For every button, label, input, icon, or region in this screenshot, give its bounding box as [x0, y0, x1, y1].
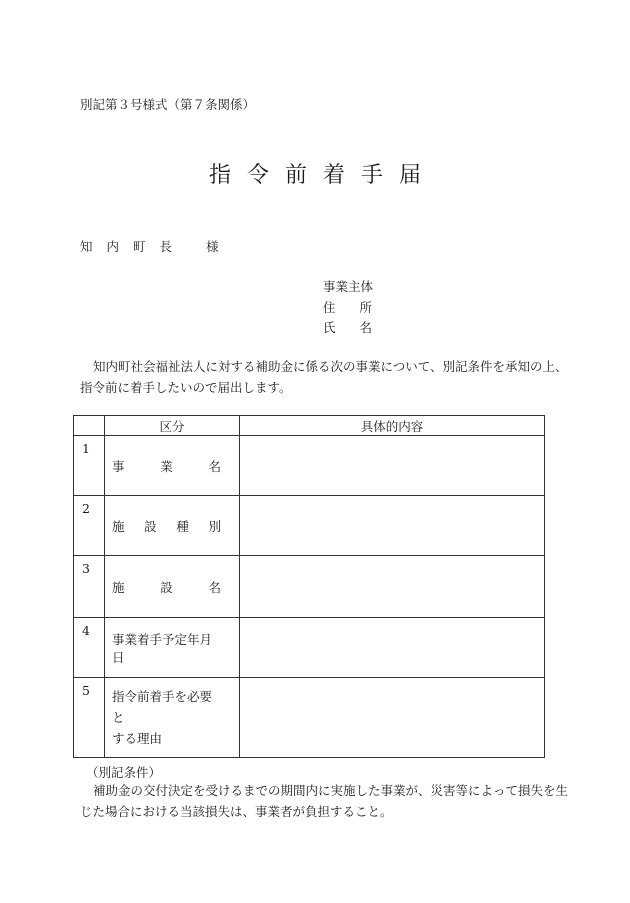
addressee-char: 長 — [159, 239, 173, 254]
row-number: 1 — [74, 436, 105, 496]
applicant-address-label: 住 所 — [323, 299, 373, 315]
table-row — [74, 678, 545, 758]
row-category: 事 業 名 — [105, 436, 240, 496]
addressee-char: 内 — [106, 239, 120, 254]
applicant-entity-label: 事業主体 — [323, 279, 374, 294]
title-char: 前 — [284, 163, 307, 188]
table-header-row — [74, 416, 545, 436]
body-paragraph — [80, 356, 568, 398]
row-category: 施 設 名 — [105, 556, 240, 618]
header-category: 区分 — [105, 416, 240, 436]
conditions-line: じた場合における当該損失は、事業者が負担すること。 — [80, 804, 393, 819]
conditions-line: 補助金の交付決定を受けるまでの期間内に実施した事業が、災害等によって損失を生 — [93, 783, 569, 798]
row-number: 2 — [74, 496, 105, 556]
form-number: 別記第３号様式（第７条関係） — [80, 97, 256, 112]
conditions-label: （別記条件） — [86, 765, 162, 780]
header-content: 具体的内容 — [240, 416, 545, 436]
row-number: 3 — [74, 556, 105, 618]
table-row — [74, 556, 545, 618]
row-number: 4 — [74, 618, 105, 678]
header-number-cell — [74, 416, 105, 436]
table-row — [74, 436, 545, 496]
addressee-honorific: 様 — [206, 239, 219, 254]
applicant-block — [323, 277, 373, 339]
title-char: 着 — [323, 163, 346, 188]
row-content-field[interactable] — [240, 618, 545, 678]
body-line: 指令前に着手したいので届出します。 — [80, 380, 292, 395]
document-title — [0, 158, 630, 189]
row-category: 事業着手予定年月日 — [105, 618, 240, 678]
applicant-name-label: 氏 名 — [323, 320, 373, 335]
row-category: 施 設 種 別 — [105, 496, 240, 556]
title-char: 届 — [399, 163, 422, 188]
row-content-field[interactable] — [240, 496, 545, 556]
row-number: 5 — [74, 678, 105, 758]
body-line: 知内町社会福祉法人に対する補助金に係る次の事業について、別記条件を承知の上、 — [93, 359, 568, 374]
table-row — [74, 618, 545, 678]
row-content-field[interactable] — [240, 556, 545, 618]
addressee — [80, 237, 219, 255]
table-row — [74, 496, 545, 556]
title-char: 指 — [208, 163, 231, 188]
row-content-field[interactable] — [240, 678, 545, 758]
title-char: 令 — [246, 163, 269, 188]
conditions-paragraph — [80, 780, 569, 822]
row-content-field[interactable] — [240, 436, 545, 496]
row-category: 指令前着手を必要と する理由 — [105, 678, 240, 758]
title-char: 手 — [361, 163, 384, 188]
addressee-char: 知 — [80, 239, 93, 254]
item-table — [73, 415, 545, 758]
addressee-char: 町 — [133, 239, 146, 254]
